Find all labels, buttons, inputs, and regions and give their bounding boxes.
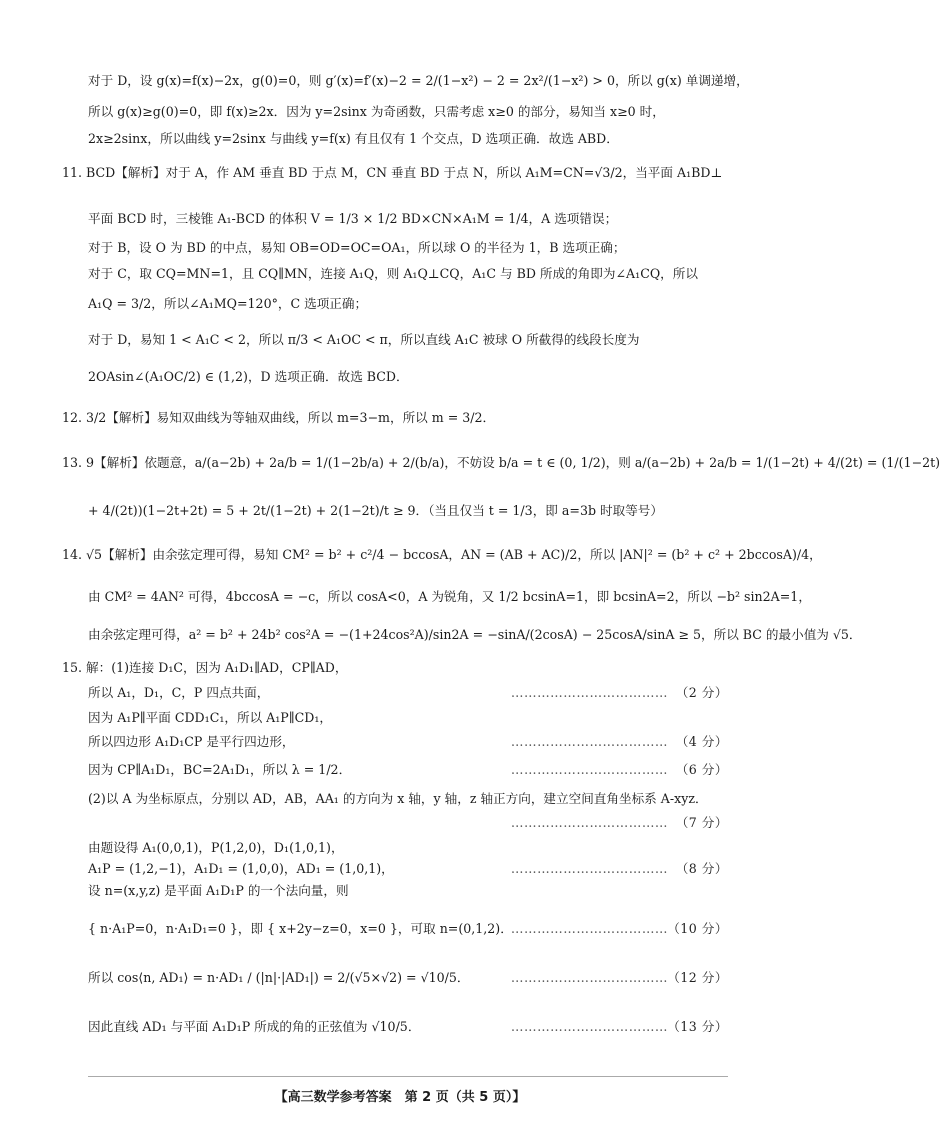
dotted-leader: ……………………………… [510,970,668,985]
answer-line: 所以 cos⟨n, AD₁⟩ = n·AD₁ / (|n|·|AD₁|) = 2/(√5×√2) = √10/5． [88,970,470,985]
answer-line: 13. 9【解析】依题意，a/(a−2b) + 2a/b = 1/(1−2b/a) + 2/(b/a)，不妨设 b/a = t ∈ (0, 1/2)，则 a/(a−2b) + 2a/b = 1/(1−2t) + 4/(2t) = (1/(1−2t) [62,455,940,470]
dotted-leader: ……………………………… [510,734,668,749]
answer-line: 所以 A₁，D₁，C，P 四点共面， [88,685,270,700]
dotted-leader: ……………………………… [510,815,668,830]
answer-line: 14. √5【解析】由余弦定理可得，易知 CM² = b² + c²/4 − bccosA，AN = (AB + AC)/2，所以 |AN|² = (b² + c² + 2bccosA)/4， [62,547,822,562]
score-marker: （10 分） [667,921,728,936]
answer-line: 所以 g(x)≥g(0)=0，即 f(x)≥2x．因为 y=2sinx 为奇函数，只需考虑 x≥0 的部分，易知当 x≥0 时， [88,104,665,119]
answer-line: A₁P = (1,2,−1)，A₁D₁ = (1,0,0)，AD₁ = (1,0,1)， [88,861,394,876]
answer-line: 由 CM² = 4AN² 可得，4bccosA = −c，所以 cosA<0，A 为锐角，又 1/2 bcsinA=1，即 bcsinA=2，所以 −b² sin2A=1， [88,589,811,604]
answer-line: { n·A₁P=0，n·A₁D₁=0 }，即 { x+2y−z=0，x=0 }，可取 n=(0,1,2)． [88,921,513,936]
dotted-leader: ……………………………… [510,921,668,936]
answer-line: 12. 3/2【解析】易知双曲线为等轴双曲线，所以 m=3−m，所以 m = 3/2． [62,410,496,425]
score-marker: （13 分） [667,1019,728,1034]
answer-line: 2OAsin∠(A₁OC/2) ∈ (1,2)，D 选项正确．故选 BCD． [88,369,409,384]
answer-line: 平面 BCD 时，三棱锥 A₁-BCD 的体积 V = 1/3 × 1/2 BD×CN×A₁M = 1/4，A 选项错误； [88,211,618,226]
answer-line: + 4/(2t))(1−2t+2t) = 5 + 2t/(1−2t) + 2(1−2t)/t ≥ 9．（当且仅当 t = 1/3，即 a=3b 时取等号） [88,503,663,518]
answer-line: (2)以 A 为坐标原点，分别以 AD，AB，AA₁ 的方向为 x 轴，y 轴，z 轴正方向，建立空间直角坐标系 A-xyz． [88,791,708,806]
score-marker: （2 分） [675,685,728,700]
footer-divider [88,1076,728,1077]
score-marker: （8 分） [675,861,728,876]
score-marker: （6 分） [675,762,728,777]
answer-line: A₁Q = 3/2，所以∠A₁MQ=120°，C 选项正确； [88,296,368,311]
dotted-leader: ……………………………… [510,861,668,876]
score-marker: （12 分） [667,970,728,985]
answer-line: 所以四边形 A₁D₁CP 是平行四边形， [88,734,295,749]
answer-line: 对于 B，设 O 为 BD 的中点，易知 OB=OD=OC=OA₁，所以球 O 的半径为 1，B 选项正确； [88,240,626,255]
answer-line: 15. 解：(1)连接 D₁C，因为 A₁D₁∥AD，CP∥AD， [62,660,348,675]
answer-line: 因此直线 AD₁ 与平面 A₁D₁P 所成的角的正弦值为 √10/5． [88,1019,421,1034]
answer-line: 2x≥2sinx，所以曲线 y=2sinx 与曲线 y=f(x) 有且仅有 1 个交点，D 选项正确．故选 ABD． [88,131,619,146]
page-footer: 【高三数学参考答案 第 2 页（共 5 页）】 [274,1090,526,1105]
answer-line: 因为 A₁P∥平面 CDD₁C₁，所以 A₁P∥CD₁， [88,710,332,725]
answer-line: 由题设得 A₁(0,0,1)，P(1,2,0)，D₁(1,0,1)， [88,840,344,855]
answer-line: 对于 D，设 g(x)=f(x)−2x，g(0)=0，则 g′(x)=f′(x)−2 = 2/(1−x²) − 2 = 2x²/(1−x²) > 0，所以 g(x) 单调递增， [88,73,749,88]
answer-line: 设 n=(x,y,z) 是平面 A₁D₁P 的一个法向量，则 [88,883,349,898]
dotted-leader: ……………………………… [510,762,668,777]
answer-line: 对于 C，取 CQ=MN=1，且 CQ∥MN，连接 A₁Q，则 A₁Q⊥CQ，A₁C 与 BD 所成的角即为∠A₁CQ，所以 [88,266,698,281]
score-marker: （4 分） [675,734,728,749]
score-marker: （7 分） [675,815,728,830]
dotted-leader: ……………………………… [510,685,668,700]
dotted-leader: ……………………………… [510,1019,668,1034]
answer-line: 对于 D，易知 1 < A₁C < 2，所以 π/3 < A₁OC < π，所以直线 A₁C 被球 O 所截得的线段长度为 [88,332,640,347]
answer-line: 11. BCD【解析】对于 A，作 AM 垂直 BD 于点 M，CN 垂直 BD 于点 N，所以 A₁M=CN=√3/2，当平面 A₁BD⊥ [62,165,723,180]
answer-line: 由余弦定理可得，a² = b² + 24b² cos²A = −(1+24cos²A)/sin2A = −sinA/(2cosA) − 25cosA/sinA ≥ 5，所以 BC 的最小值为 √5． [88,627,862,642]
answer-line: 因为 CP∥A₁D₁，BC=2A₁D₁，所以 λ = 1/2． [88,762,352,777]
